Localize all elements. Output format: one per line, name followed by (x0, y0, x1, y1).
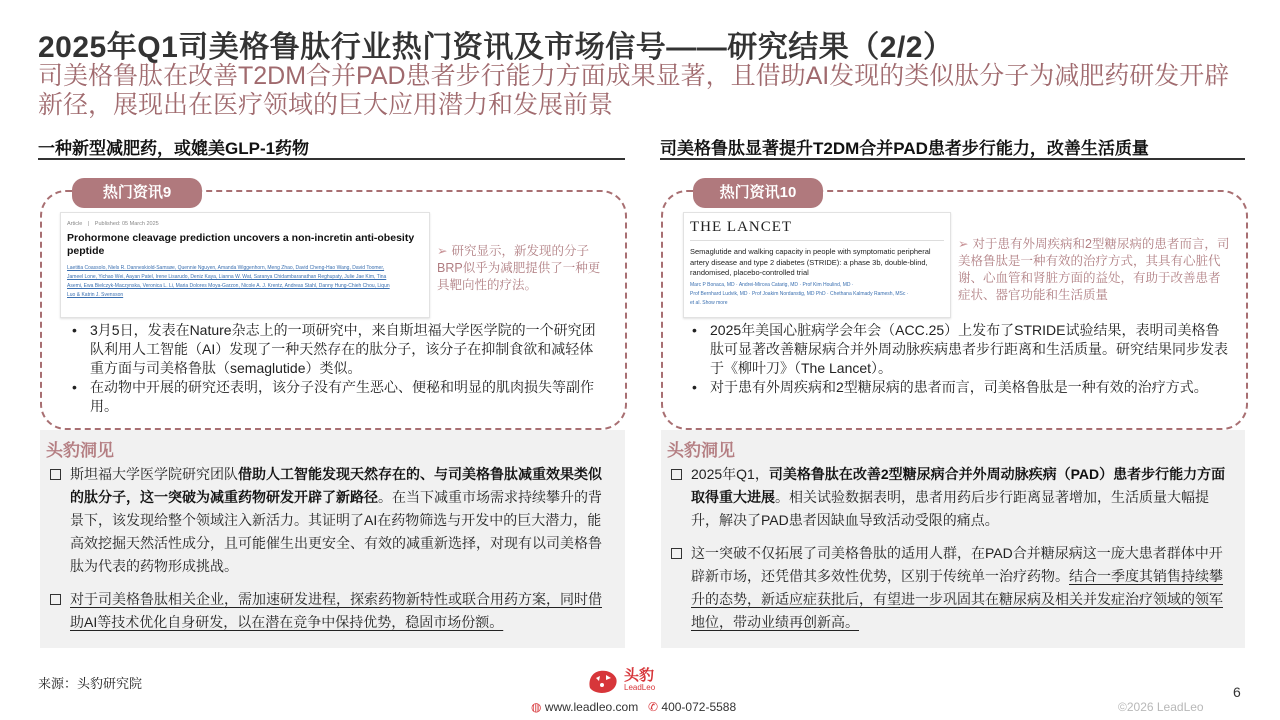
website-link[interactable]: ◍ www.leadleo.com (531, 700, 639, 714)
checkbox-square-icon (671, 469, 682, 480)
list-item: • 3月5日，发表在Nature杂志上的一项研究中，来自斯坦福大学医学院的一个研究团队利用人工智能（AI）发现了一种天然存在的肽分子，该分子在抑制食欲和减轻体重方面与司美格鲁肽（semaglutide）类似。 (72, 322, 596, 376)
news-tag-9: 热门资讯9 (72, 178, 202, 208)
left-side-note: ➢ 研究显示，新发现的分子BRP似乎为减肥提供了一种更具靶向性的疗法。 (437, 244, 601, 292)
article-title: Prohormone cleavage prediction uncovers a non-incretin anti-obesity peptide (67, 232, 415, 257)
arrow-right-icon: ➢ (437, 244, 448, 258)
checkbox-square-icon (50, 594, 61, 605)
page-title: 2025年Q1司美格鲁肽行业热门资讯及市场信号——研究结果（2/2） (38, 31, 954, 64)
logo-text-en: LeadLeo (624, 683, 656, 692)
phone-number: ✆ 400-072-5588 (648, 700, 737, 714)
bullet-dot-icon: • (72, 379, 77, 395)
list-item: • 2025年美国心脏病学会年会（ACC.25）上发布了STRIDE试验结果，表明司美格鲁肽可显著改善糖尿病合并外周动脉疾病患者步行距离和生活质量。研究结果同步发表于《柳叶刀》（The Lancet）。 (692, 322, 1228, 376)
insight-paragraph: 2025年Q1，司美格鲁肽在改善2型糖尿病合并外周动脉疾病（PAD）患者步行能力方面取得重大进展。相关试验数据表明，患者用药后步行距离显著增加，生活质量大幅提升，解决了PAD患者因缺血导致活动受限的痛点。 (671, 463, 1236, 532)
list-item: • 在动物中开展的研究还表明，该分子没有产生恶心、便秘和明显的肌肉损失等副作用。 (72, 379, 594, 414)
page-number: 6 (1233, 684, 1241, 700)
list-item: • 对于患有外周疾病和2型糖尿病的患者而言，司美格鲁肽是一种有效的治疗方式。 (692, 379, 1208, 395)
article-authors-line: Prof Bernhard Ludvik, MD · Prof Joakim Nordanstig, MD PhD · Chethana Kalmady Ramesh, MSc · (690, 290, 909, 297)
left-insight-body (50, 463, 615, 634)
lancet-article-screenshot (683, 212, 951, 318)
bullet-dot-icon: • (692, 379, 697, 395)
arrow-right-icon: ➢ (958, 237, 969, 251)
article-date: Published: 05 March 2025 (94, 221, 159, 227)
article-authors-line: Jameel Lone, Yichao Wei, Aayan Patel, Irene Lisarudo, Deniz Kaya, Lianna W. Wat, Saranya Chidambaranathan Reghupaty, Julie Jae Kim, Tina (67, 274, 387, 280)
checkbox-square-icon (671, 548, 682, 559)
article-authors-line: Marc P Bonaca, MD · Andrei-Mircea Catarig, MD · Prof Kim Houlind, MD · (690, 281, 854, 288)
right-insight-body (671, 463, 1236, 634)
insight-paragraph: 这一突破不仅拓展了司美格鲁肽的适用人群，在PAD合并糖尿病这一庞大患者群体中开辟新市场，还凭借其多效性优势，区别于传统单一治疗药物。结合一季度其销售持续攀升的态势，新适应症获批后，有望进一步巩固其在糖尿病及相关并发症治疗领域的领军地位，带动业绩再创新高。 (671, 542, 1236, 634)
left-insight-title: 头豹洞见 (46, 441, 114, 460)
leadleo-logo (586, 664, 696, 698)
globe-icon: ◍ (531, 700, 542, 714)
right-section-divider (660, 158, 1245, 160)
article-authors-line: Asemi, Ewa Bielczyk-Maczynska, Veronica L. Li, Maria Dolores Moya-Garzon, Nicole A. J. Krentz, Andreas Stahl, Danny Hung-Chieh Chou, Liqun (67, 283, 390, 289)
article-authors-line: Laetitia Coassolo, Niels R. Danneskiold-Samsøe, Quennie Nguyen, Amanda Wiggenhorn, Meng Zhao, David Cheng-Hao Wang, David Toomer, (67, 265, 385, 271)
right-side-note: ➢ 对于患有外周疾病和2型糖尿病的患者而言，司美格鲁肽是一种有效的治疗方式，其具有心脏代谢、心血管和肾脏方面的益处，有助于改善患者症状、器官功能和生活质量 (958, 237, 1230, 302)
left-bullet-list (68, 321, 603, 416)
article-authors-line: Luo & Katrin J. Svensson (67, 292, 124, 298)
news-tag-10: 热门资讯10 (693, 178, 823, 208)
logo-text-cn: 头豹 (624, 667, 655, 684)
journal-name: THE LANCET (690, 219, 793, 235)
article-authors-line: et al. Show more (690, 299, 728, 306)
article-type: Article (67, 221, 83, 227)
page-subtitle: 司美格鲁肽在改善T2DM合并PAD患者步行能力方面成果显著，且借助AI发现的类似肽分子为减肥药研发开辟新径，展现出在医疗领域的巨大应用潜力和发展前景 (38, 62, 1230, 119)
left-section-divider (38, 158, 625, 160)
bullet-dot-icon: • (692, 322, 697, 338)
left-section-title: 一种新型减肥药，或媲美GLP-1药物 (38, 139, 310, 158)
right-insight-title: 头豹洞见 (667, 441, 735, 460)
right-bullet-list (688, 321, 1233, 397)
leopard-logo-icon (586, 666, 620, 696)
right-section-title: 司美格鲁肽显著提升T2DM合并PAD患者步行能力，改善生活质量 (660, 139, 1149, 158)
copyright: ©2026 LeadLeo (1118, 700, 1204, 714)
phone-icon: ✆ (648, 700, 659, 714)
journal-divider (690, 240, 944, 241)
bullet-dot-icon: • (72, 322, 77, 338)
nature-article-screenshot: Article | Published: 05 March 2025 Prohormone cleavage prediction uncovers a non-incretin anti-obesity peptide Laetitia Coassolo, Niels R. Danneskiold-Samsøe, Quennie Nguyen, Amanda Wiggenhorn, Meng Zhao, David Cheng-Hao Wang, David Toomer, Jameel Lone, Yichao Wei, Aayan Patel, Irene Lisarudo, Deniz Kaya, Lianna W. Wat, Saranya Chidambaranathan Reghupaty, Julie Jae Kim, Tina Asemi, Ewa Bielczyk-Maczynska, Veronica L. Li, Maria Dolores Moya-Garzon, Nicole A. J. Krentz, Andreas Stahl, Danny Hung-Chieh Chou, Liqun Luo & Katrin J. Svensson (60, 212, 430, 318)
source-note: 来源：头豹研究院 (38, 676, 143, 691)
insight-paragraph: 斯坦福大学医学院研究团队借助人工智能发现天然存在的、与司美格鲁肽减重效果类似的肽分子，这一突破为减重药物研发开辟了新路径。在当下减重市场需求持续攀升的背景下，该发现给整个领域注入新活力。其证明了AI在药物筛选与开发中的巨大潜力，能高效挖掘天然活性成分，且可能催生出更安全、有效的减重新选择，对现有以司美格鲁肽为代表的药物形成挑战。 (50, 463, 615, 578)
checkbox-square-icon (50, 469, 61, 480)
insight-paragraph: 对于司美格鲁肽相关企业，需加速研发进程，探索药物新特性或联合用药方案，同时借助AI等技术优化自身研发，以在潜在竞争中保持优势，稳固市场份额。 (50, 588, 615, 634)
article-title: Semaglutide and walking capacity in people with symptomatic peripheral artery disease and type 2 diabetes (STRIDE): a phase 3b, double-blind, randomised, placebo-controlled trial (690, 247, 931, 277)
